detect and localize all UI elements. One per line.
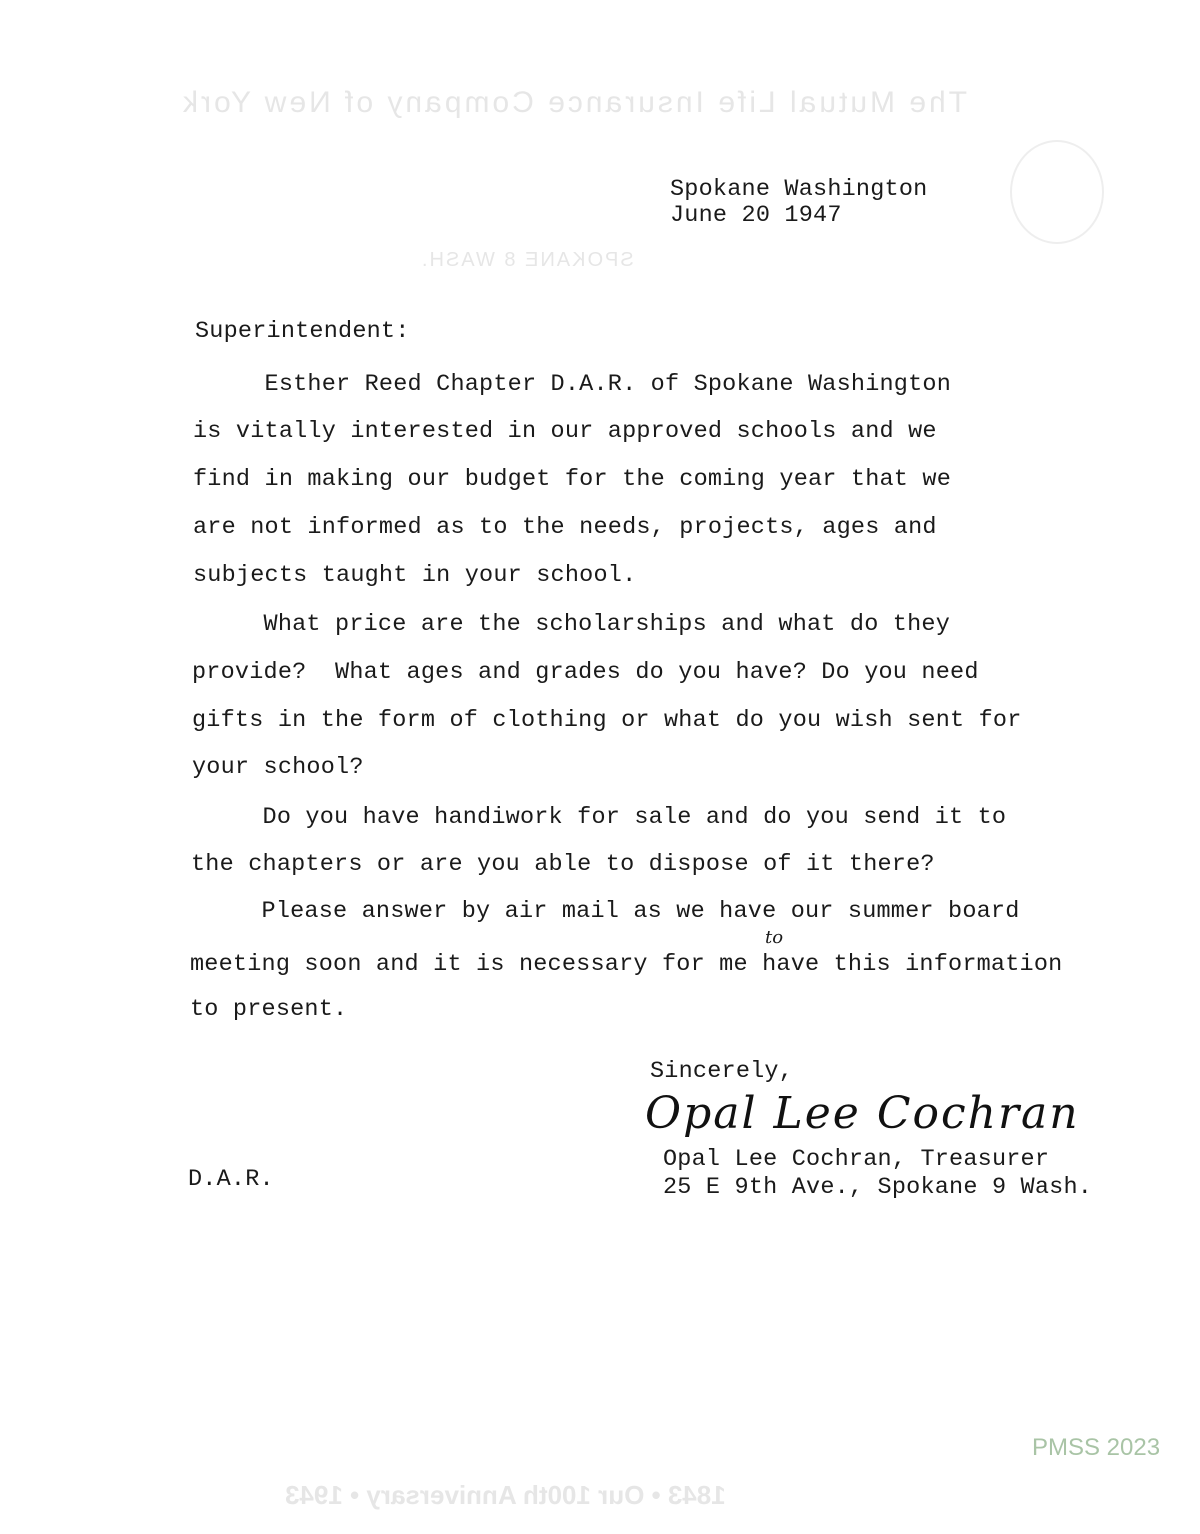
signer-name: Opal Lee Cochran, Treasurer	[663, 1146, 1050, 1173]
body-line: Do you have handiwork for sale and do you send it to	[191, 804, 1007, 831]
watermark: PMSS 2023	[1032, 1434, 1161, 1461]
body-line: Please answer by air mail as we have our summer board	[190, 898, 1020, 925]
body-line: are not informed as to the needs, projects, ages and	[193, 514, 937, 541]
letterhead-bleedthrough: The Mutual Life Insurance Company of New York	[180, 86, 968, 119]
body-line: provide? What ages and grades do you have? Do you need	[192, 659, 979, 686]
signature: Opal Lee Cochran	[645, 1088, 1080, 1139]
body-line: your school?	[192, 754, 364, 781]
body-line: What price are the scholarships and what do they	[192, 611, 951, 638]
salutation: Superintendent:	[195, 318, 410, 345]
body-line: gifts in the form of clothing or what do you wish sent for	[192, 707, 1022, 734]
anniversary-bleedthrough: 1843 • Our 100th Anniversary • 1943	[285, 1480, 726, 1510]
seal-bleedthrough	[1010, 140, 1104, 244]
letter-date: June 20 1947	[670, 202, 842, 229]
letter-place: Spokane Washington	[670, 176, 928, 203]
left-note: D.A.R.	[188, 1166, 274, 1193]
body-line: meeting soon and it is necessary for me have this information	[190, 951, 1063, 978]
body-line: is vitally interested in our approved schools and we	[193, 418, 937, 445]
body-line: find in making our budget for the coming year that we	[193, 466, 952, 493]
handwritten-insertion: to	[765, 927, 784, 948]
body-line: subjects taught in your school.	[193, 562, 637, 589]
body-line: Esther Reed Chapter D.A.R. of Spokane Washington	[193, 371, 952, 398]
signer-address: 25 E 9th Ave., Spokane 9 Wash.	[663, 1174, 1093, 1201]
body-line: to present.	[190, 996, 348, 1023]
body-line: the chapters or are you able to dispose of it there?	[191, 851, 935, 878]
closing: Sincerely,	[650, 1058, 794, 1085]
letterhead-city-bleedthrough: SPOKANE 8 WASH.	[420, 249, 634, 271]
